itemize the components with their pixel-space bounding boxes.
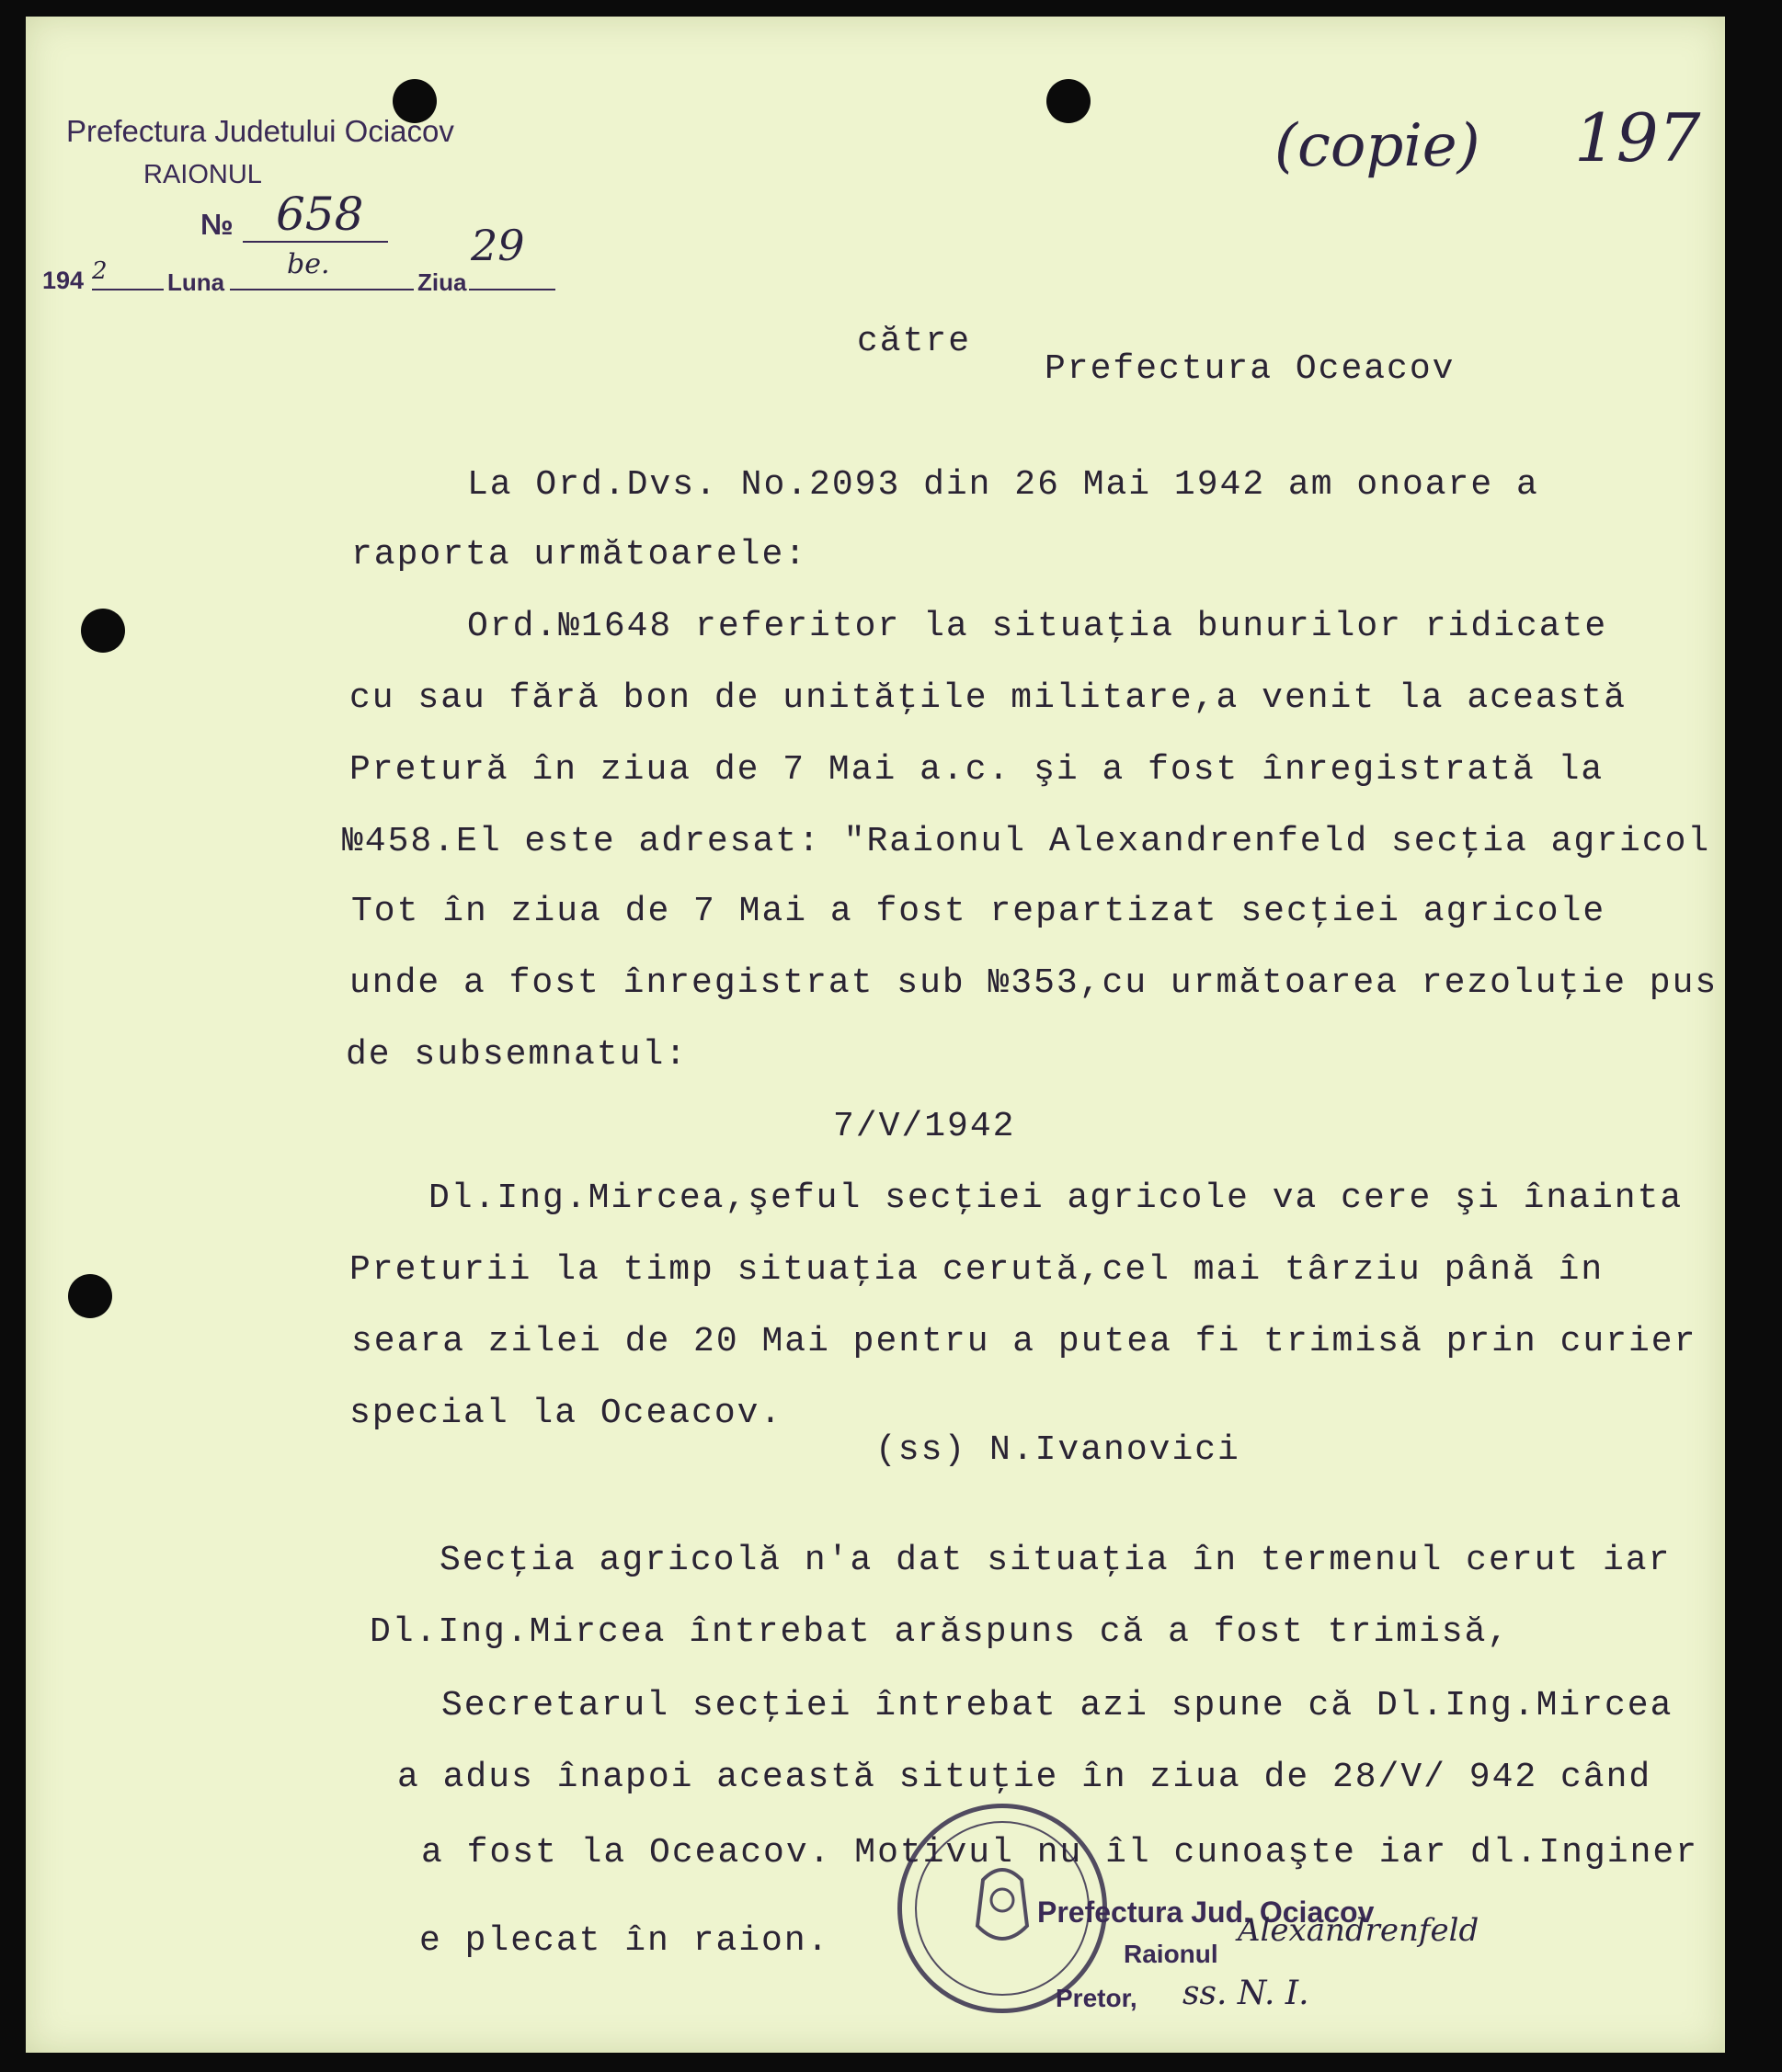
header-stamp-month-value: be. xyxy=(287,248,330,280)
body-line: e plecat în raion. xyxy=(419,1921,830,1961)
header-stamp-day-line xyxy=(469,289,555,290)
body-line: a adus înapoi această situţie în ziua de 28/V/ 942 când xyxy=(397,1758,1652,1797)
addressee-prefix: către xyxy=(857,322,972,361)
body-line: Preturii la timp situaţia cerută,cel mai târziu până în xyxy=(349,1250,1605,1290)
copy-annotation: (copie) xyxy=(1274,112,1480,180)
punch-hole xyxy=(68,1274,112,1318)
footer-stamp-title: Prefectura Jud. Ociacov xyxy=(1037,1896,1375,1929)
body-line: seara zilei de 20 Mai pentru a putea fi trimisă prin curier xyxy=(351,1322,1697,1361)
footer-stamp-raion-hand: Alexandrenfeld xyxy=(1238,1912,1479,1949)
body-line: Pretură în ziua de 7 Mai a.c. şi a fost înregistrată la xyxy=(349,750,1605,790)
header-stamp-day-value: 29 xyxy=(471,221,525,270)
addressee-name: Prefectura Oceacov xyxy=(1045,349,1456,389)
body-line: Tot în ziua de 7 Mai a fost repartizat secţiei agricole xyxy=(351,892,1606,931)
body-line: Secţia agricolă n'a dat situaţia în termenul cerut iar xyxy=(440,1541,1672,1580)
page-number-annotation: 197 xyxy=(1574,99,1701,176)
header-stamp-day-label: Ziua xyxy=(417,268,467,296)
body-line: Dl.Ing.Mircea,şeful secţiei agricole va cere şi înainta xyxy=(428,1178,1684,1218)
footer-stamp-pretor: Pretor, xyxy=(1056,1984,1137,2012)
resolution-date: 7/V/1942 xyxy=(833,1107,1016,1146)
body-line: special la Oceacov. xyxy=(349,1394,783,1433)
body-line: de subsemnatul: xyxy=(346,1035,689,1075)
header-stamp-raion: RAIONUL xyxy=(143,160,262,189)
footer-stamp-pretor-hand: ss. N. I. xyxy=(1182,1975,1309,2012)
header-stamp-month-label: Luna xyxy=(167,268,225,296)
body-line: La Ord.Dvs. No.2093 din 26 Mai 1942 am onoare a xyxy=(467,465,1539,505)
signature-line: (ss) N.Ivanovici xyxy=(875,1430,1240,1470)
punch-hole xyxy=(81,609,125,653)
footer-stamp-raion: Raionul xyxy=(1124,1940,1218,1968)
header-stamp-no-label: № xyxy=(200,208,234,241)
body-line: a fost la Oceacov. Motivul nu îl cunoaşte iar dl.Inginer xyxy=(421,1833,1699,1873)
header-stamp-year-line xyxy=(92,289,164,290)
header-stamp-title: Prefectura Judetului Ociacov xyxy=(66,114,454,148)
body-line: Dl.Ing.Mircea întrebat arăspuns că a fost trimisă, xyxy=(370,1612,1511,1652)
header-stamp-year-label: 194 xyxy=(42,267,85,294)
body-line: unde a fost înregistrat sub №353,cu următoarea rezoluţie pus xyxy=(349,963,1719,1003)
header-stamp-month-line xyxy=(230,289,414,290)
header-stamp-no-value: 658 xyxy=(276,188,364,241)
body-line: №458.El este adresat: "Raionul Alexandrenfeld secţia agricol xyxy=(342,822,1711,861)
body-line: Secretarul secţiei întrebat azi spune că Dl.Ing.Mircea xyxy=(441,1686,1673,1725)
header-stamp-year-value: 2 xyxy=(92,257,108,285)
body-line: Ord.№1648 referitor la situaţia bunurilor ridicate xyxy=(467,607,1608,646)
header-stamp-no-line xyxy=(243,241,388,243)
punch-hole xyxy=(1046,79,1091,123)
body-line: cu sau fără bon de unităţile militare,a venit la această xyxy=(349,678,1628,718)
body-line: raporta următoarele: xyxy=(351,535,808,575)
